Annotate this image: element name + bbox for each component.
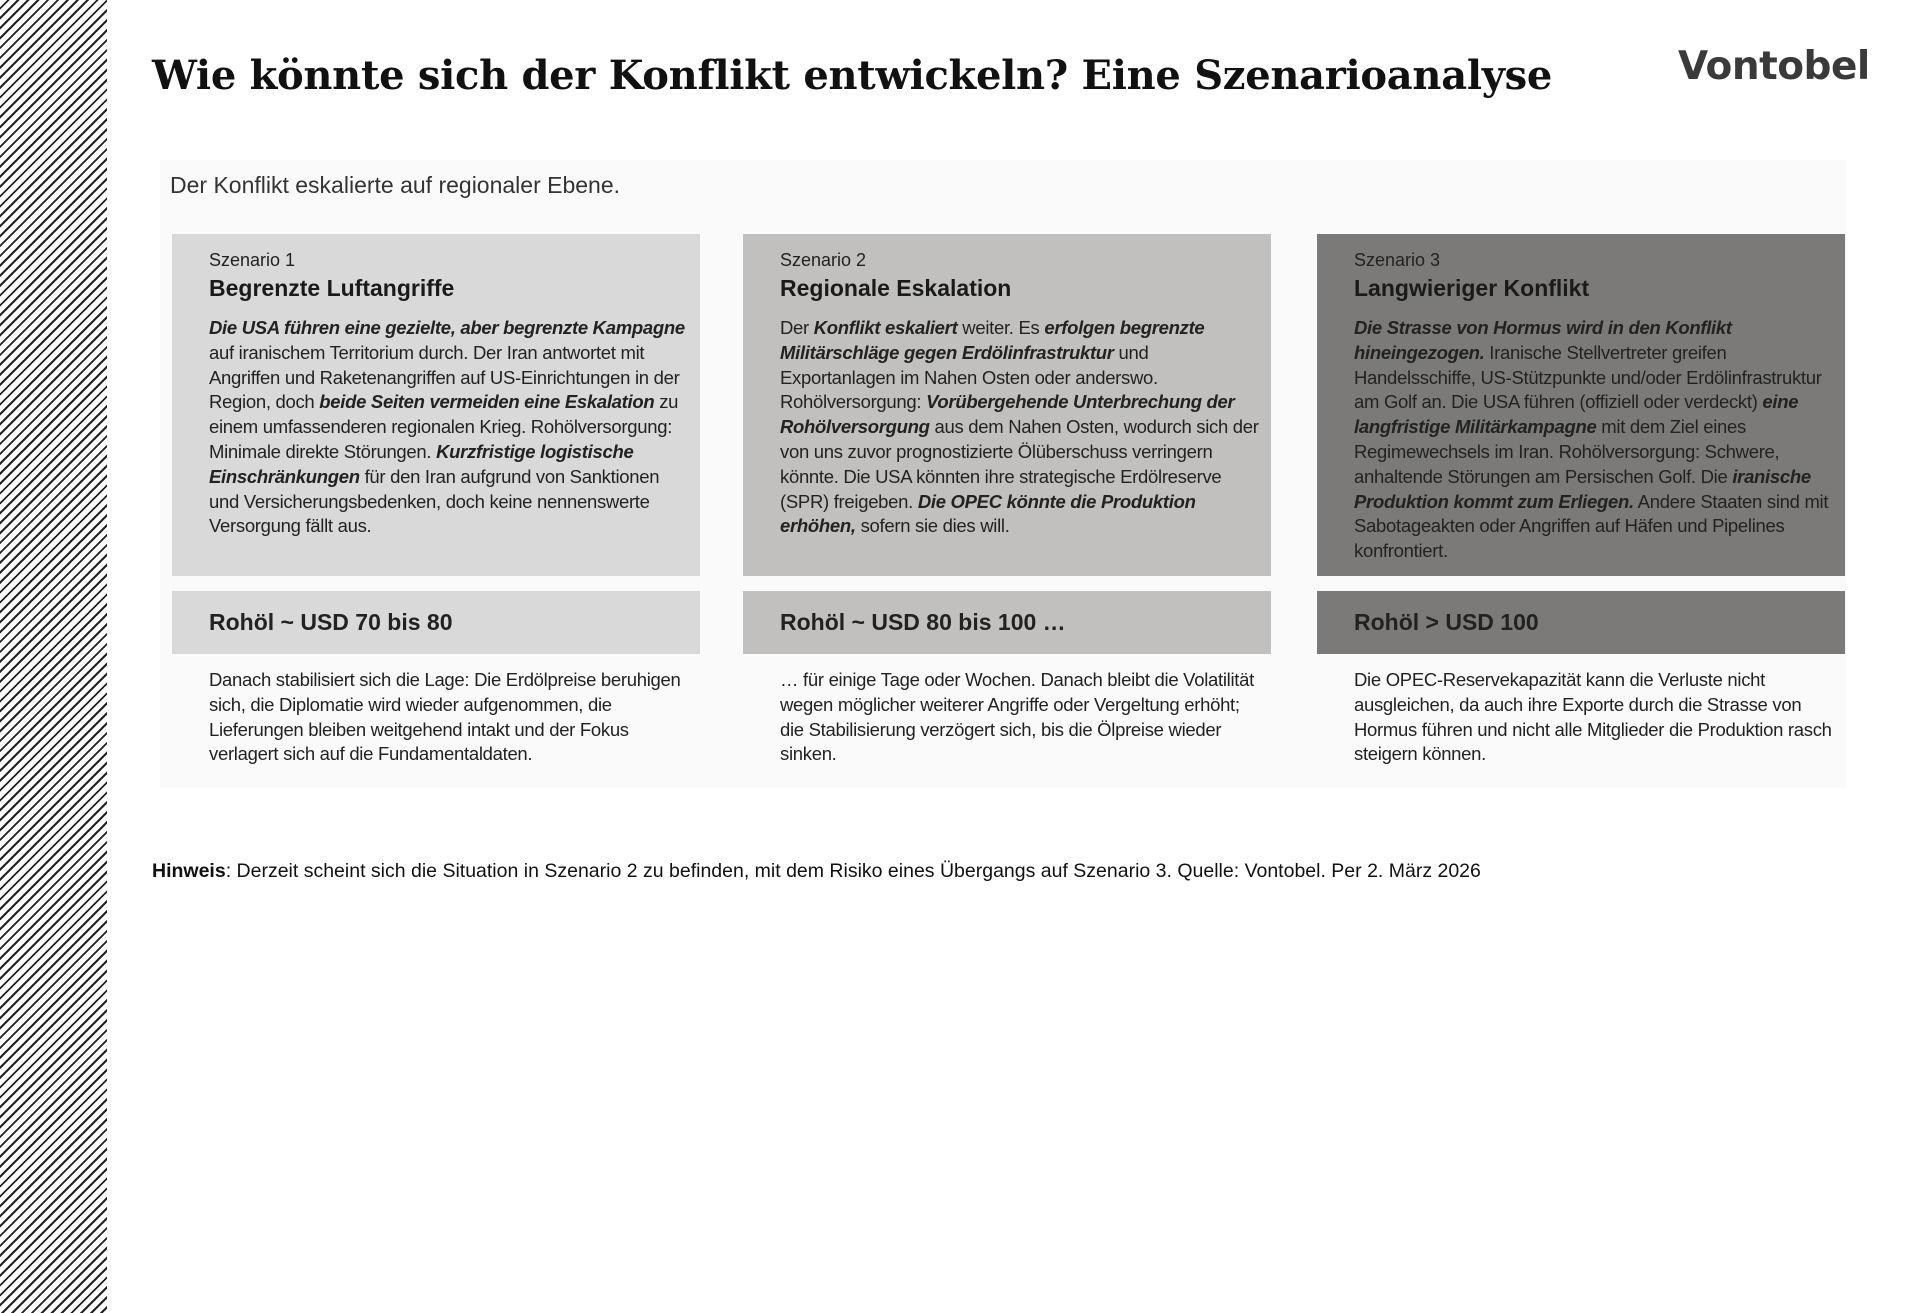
figure-subtitle: Der Konflikt eskalierte auf regionaler Ebene. [170, 172, 621, 198]
emphasis-text: beide Seiten vermeiden eine Eskalation [319, 391, 655, 413]
page-title: Wie könnte sich der Konflikt entwickeln? Eine Szenarioanalyse [152, 52, 1553, 99]
emphasis-text: eine langfristige Militärkampagne [1354, 391, 1799, 438]
emphasis-text: Konflikt eskaliert [813, 317, 958, 338]
scenario-1-oil-price: Rohöl ~ USD 70 bis 80 [172, 591, 700, 654]
scenario-description [1354, 316, 1845, 564]
body-text: Iranische Stellvertreter greifen Handelsschiffe, US-Stützpunkte und/oder Erdölinfrastruktur am Golf an. Die USA führen (offiziell oder verdeckt) [1354, 341, 1822, 413]
body-text: für den Iran aufgrund von Sanktionen und Versicherungsbedenken, doch keine nennenswerte Versorgung fällt aus. [209, 465, 660, 537]
body-text: und Exportanlagen im Nahen Osten oder anderswo. Rohölversorgung: [780, 341, 1158, 413]
scenario-description [780, 316, 1271, 539]
body-text: Andere Staaten sind mit Sabotageakten oder Angriffen auf Häfen und Pipelines konfrontiert. [1354, 490, 1829, 562]
scenario-1-card [172, 234, 700, 576]
scenario-2-card [743, 234, 1271, 576]
emphasis-text: Die USA führen eine gezielte, aber begrenzte Kampagne [209, 317, 685, 338]
hatched-side-stripe [0, 0, 107, 1313]
emphasis-text: iranische Produktion kommt zum Erliegen. [1354, 465, 1811, 512]
scenario-number: Szenario 1 [209, 250, 296, 270]
scenario-1-outlook: Danach stabilisiert sich die Lage: Die Erdölpreise beruhigen sich, die Diplomatie wird wieder aufgenommen, die Lieferungen bleiben weitgehend intakt und der Fokus verlagert sich auf die Fundamentaldaten. [209, 669, 681, 765]
scenario-description [209, 316, 700, 539]
scenario-name: Regionale Eskalation [780, 275, 1012, 301]
body-text: aus dem Nahen Osten, wodurch sich der von uns zuvor prognostizierte Ölüberschuss verringern könnte. Die USA könnten ihre strategische Erdölreserve (SPR) freigeben. [780, 416, 1259, 512]
emphasis-text: Vorübergehende Unterbrechung der Rohölversorgung [780, 391, 1235, 438]
scenario-number: Szenario 2 [780, 250, 867, 270]
scenario-name: Langwieriger Konflikt [1354, 275, 1590, 301]
body-text: mit dem Ziel eines Regimewechsels im Iran. Rohölversorgung: Schwere, anhaltende Störungen am Persischen Golf. Die [1354, 416, 1780, 487]
footnote-text: : Derzeit scheint sich die Situation in Szenario 2 zu befinden, mit dem Risiko eines Übergangs auf Szenario 3. Quelle: Vontobel. Per 2. März 2026 [225, 860, 1481, 882]
body-text: weiter. Es [957, 317, 1045, 338]
body-text: zu einem umfassenderen regionalen Krieg. Rohölversorgung: Minimale direkte Störungen. [209, 391, 679, 462]
vontobel-logo: Vontobel [1678, 44, 1870, 89]
emphasis-text: Die OPEC könnte die Produktion erhöhen, [780, 490, 1196, 537]
scenario-number: Szenario 3 [1354, 250, 1441, 270]
body-text: Der [780, 317, 814, 338]
emphasis-text: erfolgen begrenzte Militärschläge gegen Erdölinfrastruktur [780, 317, 1205, 363]
body-text: sofern sie dies will. [855, 515, 1010, 537]
scenario-3-oil-price: Rohöl > USD 100 [1317, 591, 1845, 654]
body-text: auf iranischem Territorium durch. Der Iran antwortet mit Angriffen und Raketenangriffen auf US-Einrichtungen in der Region, doch [209, 341, 680, 413]
scenario-3-outlook: Die OPEC-Reservekapazität kann die Verluste nicht ausgleichen, da auch ihre Exporte durch die Strasse von Hormus führen und nicht alle Mitglieder die Produktion rasch steigern können. [1354, 669, 1832, 765]
scenario-3-card [1317, 234, 1845, 576]
scenario-2-oil-price: Rohöl ~ USD 80 bis 100 … [743, 591, 1271, 654]
footnote [152, 860, 1481, 883]
scenario-2-outlook: … für einige Tage oder Wochen. Danach bleibt die Volatilität wegen möglicher weiterer Angriffe oder Vergeltung erhöht; die Stabilisierung verzögert sich, bis die Ölpreise wieder sinken. [780, 669, 1254, 765]
emphasis-text: Die Strasse von Hormus wird in den Konflikt hineingezogen. [1354, 317, 1732, 363]
footnote-label: Hinweis [152, 860, 226, 882]
emphasis-text: Kurzfristige logistische Einschränkungen [209, 440, 634, 487]
scenario-name: Begrenzte Luftangriffe [209, 275, 455, 301]
